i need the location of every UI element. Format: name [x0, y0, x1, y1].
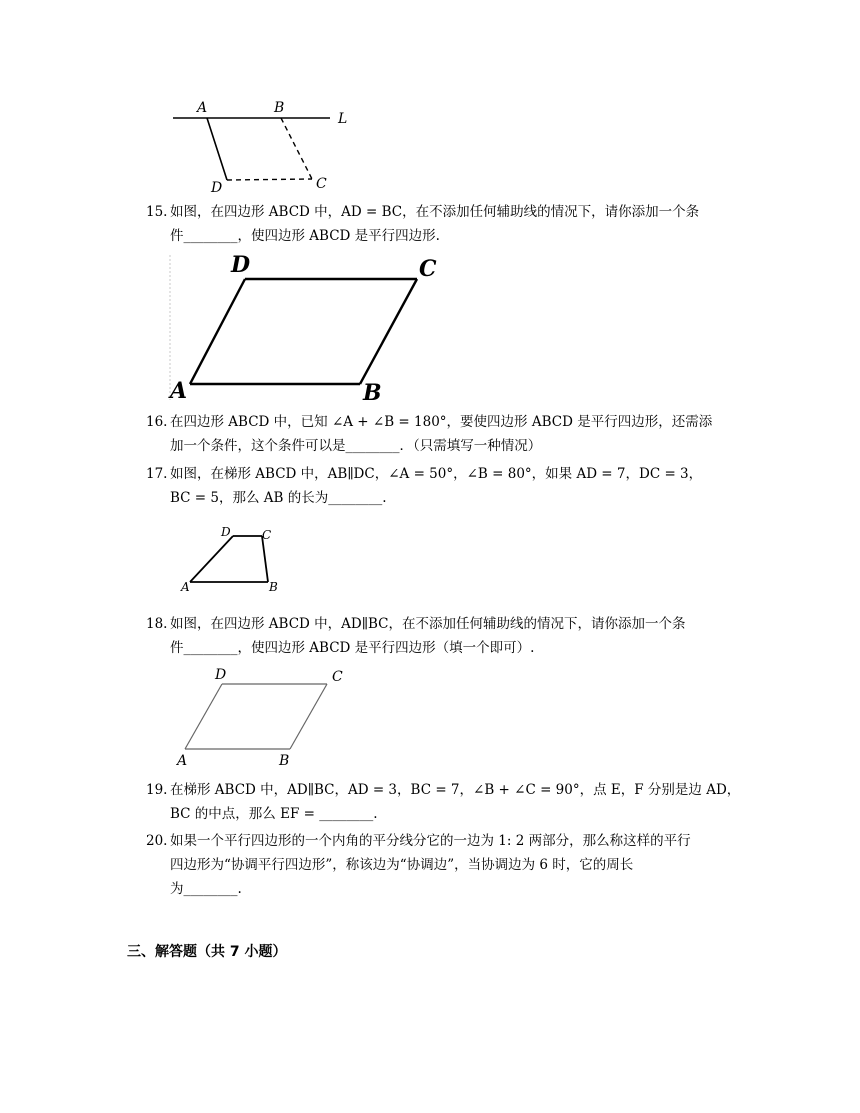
question-number: 16.: [146, 414, 168, 430]
question-text: 如图，在四边形 ABCD 中，AD = BC，在不添加任何辅助线的情况下，请你添加一个条: [170, 204, 700, 220]
question-text-cont: BC = 5，那么 AB 的长为________.: [170, 490, 387, 506]
question-text: 如图，在梯形 ABCD 中，AB∥DC，∠A = 50°，∠B = 80°，如果 AD = 7，DC = 3，: [170, 466, 703, 482]
question-number: 20.: [146, 833, 168, 849]
question-number: 15.: [146, 204, 168, 220]
label-c: C: [316, 176, 327, 192]
figure-q15: [165, 250, 445, 405]
question-text-cont: 件________，使四边形 ABCD 是平行四边形.: [170, 228, 440, 244]
question-number: 18.: [146, 616, 168, 632]
label-b: B: [279, 753, 290, 769]
question-number: 19.: [146, 782, 168, 798]
label-a: A: [170, 378, 188, 404]
question-text: 如图，在四边形 ABCD 中，AD∥BC，在不添加任何辅助线的情况下，请你添加一个条: [170, 616, 686, 632]
question-text-cont: 件________，使四边形 ABCD 是平行四边形（填一个即可）.: [170, 640, 535, 656]
label-c: C: [419, 256, 437, 282]
label-b: B: [274, 100, 285, 116]
label-d: D: [231, 252, 251, 278]
label-a: A: [177, 753, 188, 769]
section-heading: 三、解答题（共 7 小题）: [127, 944, 287, 960]
question-text-cont: BC 的中点，那么 EF = ________.: [170, 806, 378, 822]
question-text-cont: 加一个条件，这个条件可以是________．（只需填写一种情况）: [170, 438, 542, 454]
label-c: C: [332, 669, 343, 685]
figure-q14: [170, 96, 370, 196]
question-text: 在四边形 ABCD 中，已知 ∠A + ∠B = 180°，要使四边形 ABCD 是平行四边形，还需添: [170, 414, 713, 430]
figure-q18: [172, 664, 352, 774]
figure-q17: [178, 522, 288, 594]
label-b: B: [363, 380, 382, 405]
question-text: 在梯形 ABCD 中，AD∥BC，AD = 3，BC = 7，∠B + ∠C = 90°，点 E，F 分别是边 AD，: [170, 782, 741, 798]
question-text-cont: 四边形为“协调平行四边形”，称该边为“协调边”，当协调边为 6 时，它的周长: [170, 857, 634, 873]
label-d: D: [221, 525, 231, 539]
label-d: D: [215, 667, 227, 683]
question-text: 如果一个平行四边形的一个内角的平分线分它的一边为 1: 2 两部分，那么称这样的平行: [170, 833, 691, 849]
label-d: D: [211, 180, 223, 196]
question-text-cont: 为________.: [170, 881, 242, 897]
question-number: 17.: [146, 466, 168, 482]
label-a: A: [181, 580, 190, 594]
label-a: A: [197, 100, 208, 116]
label-c: C: [262, 528, 272, 542]
label-b: B: [269, 580, 278, 594]
label-l: L: [338, 111, 348, 127]
